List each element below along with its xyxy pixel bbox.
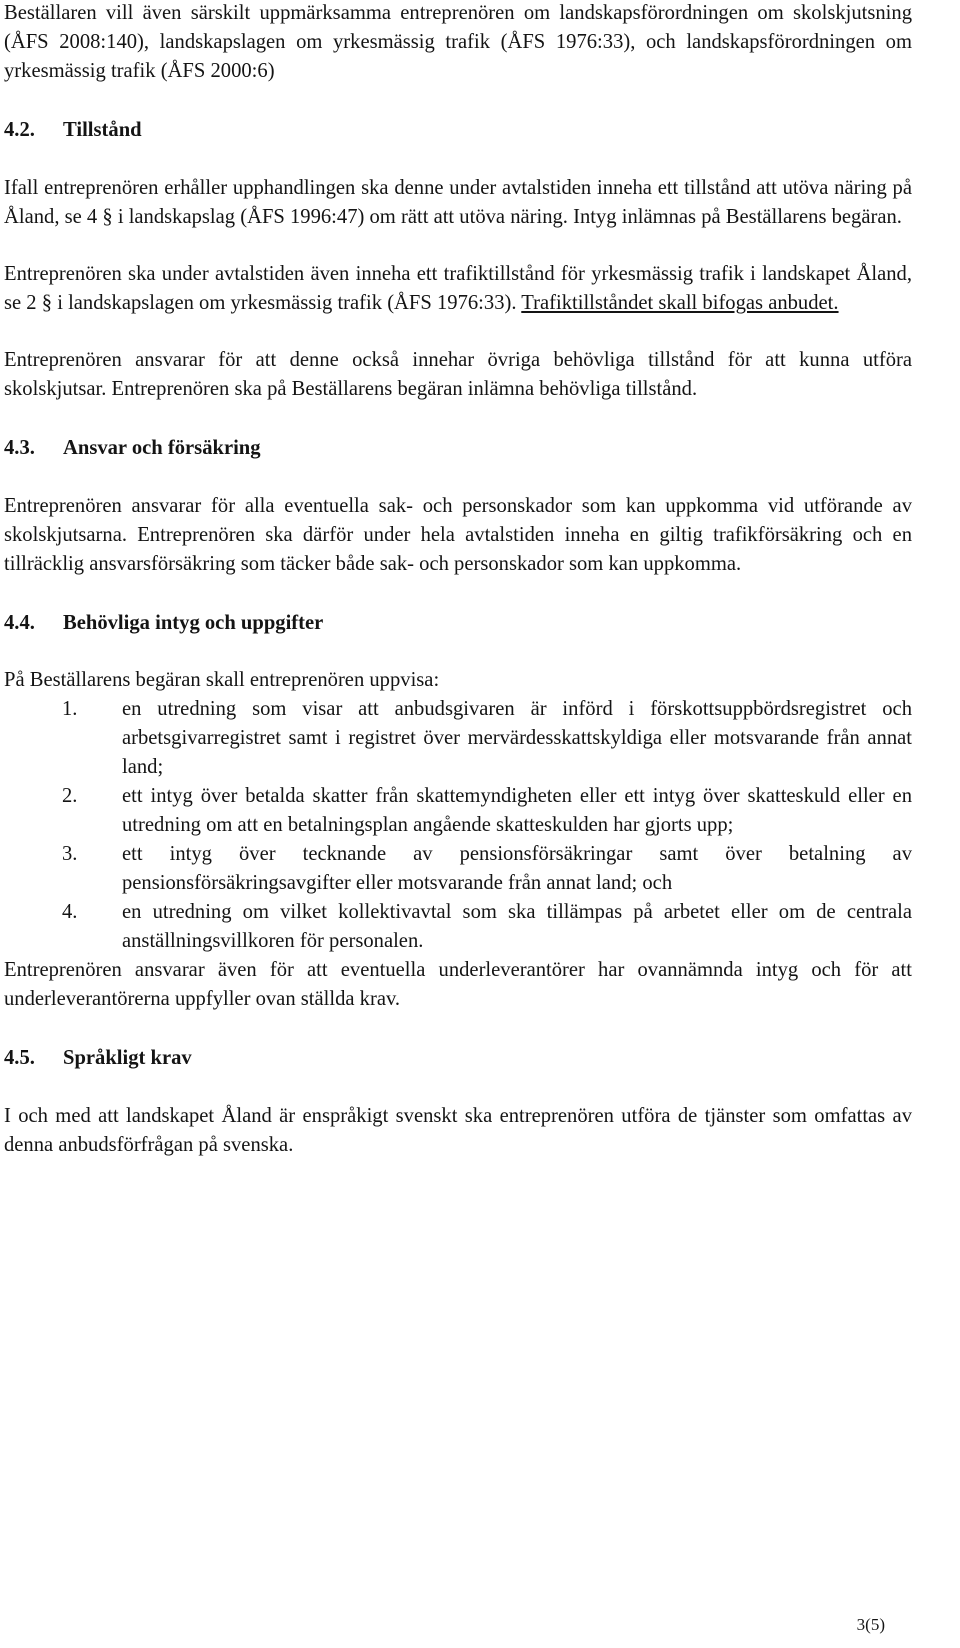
section-number: 4.5. (4, 1047, 35, 1069)
section-title: Behövliga intyg och uppgifter (63, 612, 324, 634)
ansvar-paragraph: Entreprenören ansvarar för alla eventuella sak- och personskador som kan uppkomma vid utförande av skolskjutsarna. Entreprenören ska därför under hela avtalstiden inneha en giltig trafikförsäkring och en tillräcklig ansvarsförsäkring som täcker både sak- och personskador som kan uppkomma. (4, 495, 912, 575)
page-number: 3(5) (856, 1615, 885, 1634)
section-title: Tillstånd (63, 119, 142, 141)
list-item-text: ett intyg över tecknande av pensionsförsäkringar samt över betalning av pensionsförsäkringsavgifter eller motsvarande från annat land; och (122, 843, 912, 894)
intyg-list (4, 695, 912, 956)
list-marker: 3. (62, 843, 78, 865)
list-marker: 1. (62, 698, 78, 720)
tillstand-paragraph-2 (4, 260, 912, 318)
intyg-tail-paragraph: Entreprenören ansvarar även för att eventuella underleverantörer har ovannämnda intyg och för att underleverantörerna uppfyller ovan ställda krav. (4, 959, 912, 1010)
document-page (4, 0, 912, 1160)
list-item-text: en utredning som visar att anbudsgivaren är införd i förskottsuppbördsregistret och arbetsgivarregistret samt i registret över mervärdesskattskyldiga eller motsvarande från annat land; (122, 698, 912, 778)
tillstand-underlined-requirement: Trafiktillståndet skall bifogas anbudet. (521, 292, 839, 314)
intro-paragraph: Beställaren vill även särskilt uppmärksamma entreprenören om landskapsförordningen om skolskjutsning (ÅFS 2008:140), landskapslagen om yrkesmässig trafik (ÅFS 1976:33), och landskapsförordningen om yrkesmässig trafik (ÅFS 2000:6) (4, 2, 912, 82)
list-item-text: ett intyg över betalda skatter från skattemyndigheten eller ett intyg över skatteskuld eller en utredning om att en betalningsplan angående skatteskulden har gjorts upp; (122, 785, 912, 836)
section-heading-4-3 (4, 434, 912, 463)
section-number: 4.4. (4, 612, 35, 634)
list-marker: 2. (62, 785, 78, 807)
section-heading-4-2 (4, 116, 912, 145)
tillstand-paragraph-1: Ifall entreprenören erhåller upphandlingen ska denne under avtalstiden inneha ett tillstånd att utöva näring på Åland, se 4 § i landskapslag (ÅFS 1996:47) om rätt att utöva näring. Intyg inlämnas på Beställarens begäran. (4, 177, 912, 228)
list-marker: 4. (62, 901, 78, 923)
tillstand-paragraph-2-text: Entreprenören ska under avtalstiden även inneha ett trafiktillstånd för yrkesmässig trafik i landskapet Åland, se 2 § i landskapslagen om yrkesmässig trafik (ÅFS 1976:33). (4, 263, 912, 314)
section-title: Språkligt krav (63, 1047, 192, 1069)
tillstand-paragraph-3: Entreprenören ansvarar för att denne också innehar övriga behövliga tillstånd för att kunna utföra skolskjutsar. Entreprenören ska på Beställarens begäran inlämna behövliga tillstånd. (4, 349, 912, 400)
list-item (4, 782, 912, 840)
list-item (4, 695, 912, 782)
section-number: 4.3. (4, 437, 35, 459)
section-number: 4.2. (4, 119, 35, 141)
sprak-paragraph: I och med att landskapet Åland är enspråkigt svenskt ska entreprenören utföra de tjänster som omfattas av denna anbudsförfrågan på svenska. (4, 1105, 912, 1156)
section-heading-4-5 (4, 1044, 912, 1073)
section-heading-4-4 (4, 609, 912, 638)
list-item (4, 898, 912, 956)
intyg-lead: På Beställarens begäran skall entreprenören uppvisa: (4, 669, 440, 691)
list-item (4, 840, 912, 898)
section-title: Ansvar och försäkring (63, 437, 261, 459)
list-item-text: en utredning om vilket kollektivavtal som ska tillämpas på arbetet eller om de centrala anställningsvillkoren för personalen. (122, 901, 912, 952)
